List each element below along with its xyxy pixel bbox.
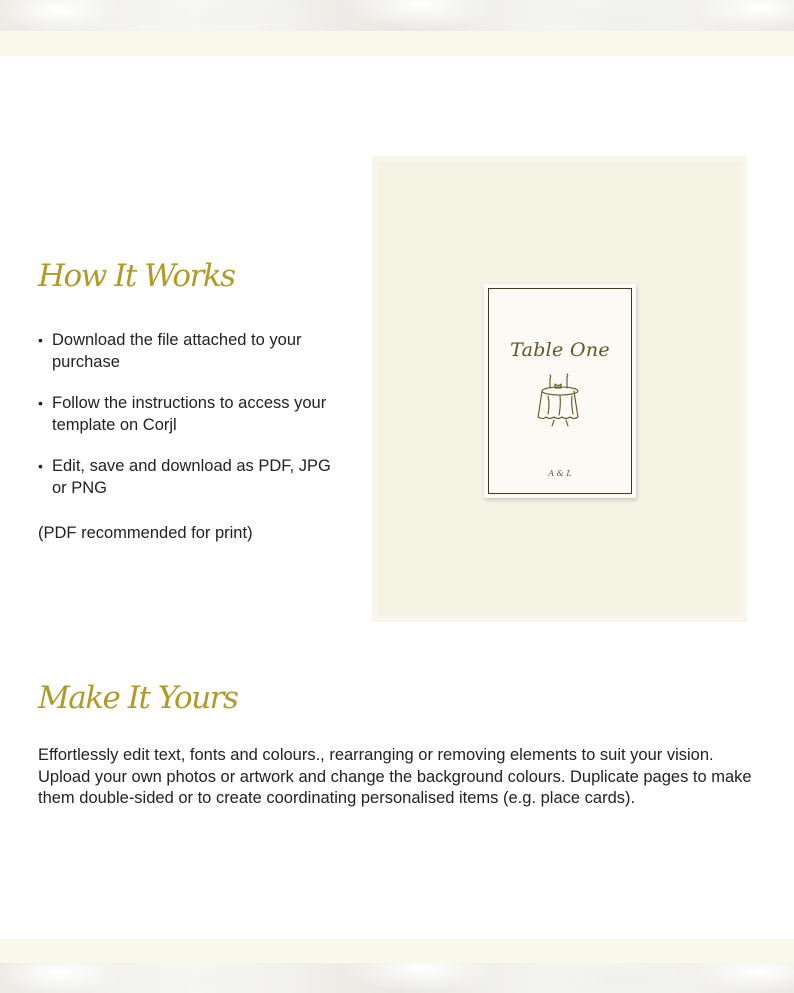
- step-text: Download the file attached to your purchase: [52, 331, 302, 371]
- step-text: Edit, save and download as PDF, JPG or PNG: [52, 457, 331, 497]
- step-item: [38, 330, 338, 373]
- bullet-icon: •: [38, 332, 43, 348]
- cream-stripe-top: [0, 31, 794, 56]
- step-item: [38, 456, 338, 499]
- bullet-icon: •: [38, 458, 43, 474]
- cream-stripe-bottom: [0, 939, 794, 963]
- bullet-icon: •: [38, 395, 43, 411]
- make-it-yours-heading: Make It Yours: [38, 680, 238, 716]
- step-text: Follow the instructions to access your template on Corjl: [52, 394, 327, 434]
- floral-banner-bottom: [0, 963, 794, 993]
- floral-banner-top: [0, 0, 794, 31]
- card-initials: A & L: [548, 469, 572, 478]
- table-number-card: [484, 284, 636, 498]
- print-note: (PDF recommended for print): [38, 524, 253, 542]
- step-item: [38, 393, 338, 436]
- card-title: Table One: [510, 339, 610, 361]
- make-it-yours-description: Effortlessly edit text, fonts and colours., rearranging or removing elements to suit your vision. Upload your own photos or artwork and change the background colours. Duplicate pages to make them double-sided or to create coordinating personalised items (e.g. place cards).: [38, 746, 752, 807]
- table-with-candles-icon: [530, 372, 590, 435]
- template-preview: [372, 156, 747, 622]
- how-it-works-heading: How It Works: [38, 258, 235, 294]
- steps-list: [38, 330, 338, 519]
